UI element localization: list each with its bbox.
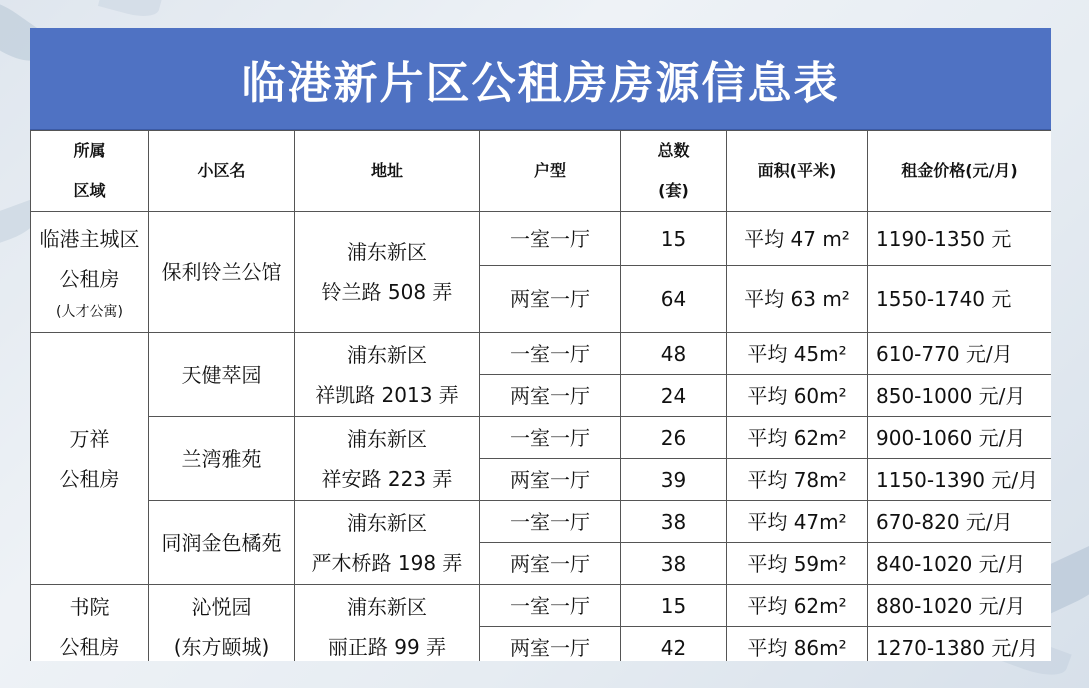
count-cell: 26: [621, 417, 727, 459]
table-row: [31, 501, 1052, 543]
rent-cell: 610-770 元/月: [868, 333, 1052, 375]
layout-cell: 两室一厅: [480, 543, 621, 585]
area-cell: 平均 60m²: [727, 375, 868, 417]
rent-cell: 900-1060 元/月: [868, 417, 1052, 459]
address-cell: [295, 501, 480, 585]
cell-line: 浦东新区: [347, 594, 427, 619]
cell-line: 公租房: [59, 267, 120, 291]
header-count: 总数 (套): [621, 131, 727, 212]
area-cell: 平均 86m²: [727, 627, 868, 662]
count-cell: 39: [621, 459, 727, 501]
cell-line: 保利铃兰公馆: [161, 260, 282, 284]
decorative-leaf: [98, 0, 162, 21]
header-address: 地址: [295, 131, 480, 212]
cell-line: 丽正路 99 弄: [327, 634, 447, 659]
community-cell: [149, 501, 295, 585]
cell-line: 书院: [69, 594, 110, 619]
cell-line: 祥安路 223 弄: [321, 466, 453, 491]
cell-line: 浦东新区: [347, 342, 427, 367]
cell-line: 公租房: [59, 634, 120, 659]
community-cell: [149, 212, 295, 333]
community-cell: [149, 417, 295, 501]
header-region: 所属 区域: [31, 131, 149, 212]
cell-line: 严木桥路 198 弄: [311, 550, 463, 575]
cell-line: 临港主城区: [39, 227, 140, 251]
housing-table: [30, 130, 1051, 661]
address-cell: [295, 417, 480, 501]
cell-line: 万祥: [69, 426, 110, 451]
header-area: 面积(平米): [727, 131, 868, 212]
area-cell: 平均 47m²: [727, 501, 868, 543]
area-cell: 平均 63 m²: [727, 266, 868, 333]
table-row: [31, 212, 1052, 266]
layout-cell: 一室一厅: [480, 501, 621, 543]
cell-line: (东方颐城): [173, 634, 270, 659]
area-cell: 平均 47 m²: [727, 212, 868, 266]
area-cell: 平均 62m²: [727, 417, 868, 459]
count-cell: 38: [621, 501, 727, 543]
cell-line: 浦东新区: [347, 426, 427, 451]
table-header-row: [31, 131, 1052, 212]
area-cell: 平均 45m²: [727, 333, 868, 375]
rent-cell: 670-820 元/月: [868, 501, 1052, 543]
cell-line: (人才公寓): [56, 304, 123, 320]
count-cell: 48: [621, 333, 727, 375]
region-cell: [31, 585, 149, 662]
address-cell: [295, 585, 480, 662]
area-cell: 平均 59m²: [727, 543, 868, 585]
layout-cell: 两室一厅: [480, 459, 621, 501]
table-row: [31, 333, 1052, 375]
cell-line: 天健萃园: [181, 362, 262, 387]
rent-cell: 1270-1380 元/月: [868, 627, 1052, 662]
cell-line: 铃兰路 508 弄: [321, 280, 453, 304]
count-cell: 24: [621, 375, 727, 417]
layout-cell: 一室一厅: [480, 333, 621, 375]
cell-line: 沁悦园: [191, 594, 252, 619]
page-title: 临港新片区公租房房源信息表: [30, 28, 1051, 130]
cell-line: 兰湾雅苑: [181, 446, 262, 471]
housing-info-card: [30, 28, 1051, 661]
region-cell: [31, 212, 149, 333]
count-cell: 42: [621, 627, 727, 662]
cell-line: 浦东新区: [347, 510, 427, 535]
layout-cell: 一室一厅: [480, 417, 621, 459]
area-cell: 平均 62m²: [727, 585, 868, 627]
header-community: 小区名: [149, 131, 295, 212]
layout-cell: 两室一厅: [480, 375, 621, 417]
region-cell: [31, 333, 149, 585]
layout-cell: 两室一厅: [480, 627, 621, 662]
count-cell: 15: [621, 212, 727, 266]
community-cell: [149, 585, 295, 662]
rent-cell: 880-1020 元/月: [868, 585, 1052, 627]
rent-cell: 840-1020 元/月: [868, 543, 1052, 585]
community-cell: [149, 333, 295, 417]
table-row: [31, 585, 1052, 627]
layout-cell: 一室一厅: [480, 212, 621, 266]
area-cell: 平均 78m²: [727, 459, 868, 501]
cell-line: 公租房: [59, 466, 120, 491]
rent-cell: 1190-1350 元: [868, 212, 1052, 266]
count-cell: 15: [621, 585, 727, 627]
address-cell: [295, 333, 480, 417]
header-rent: 租金价格(元/月): [868, 131, 1052, 212]
layout-cell: 一室一厅: [480, 585, 621, 627]
cell-line: 同润金色橘苑: [161, 530, 282, 555]
cell-line: 祥凯路 2013 弄: [315, 382, 459, 407]
address-cell: [295, 212, 480, 333]
header-layout: 户型: [480, 131, 621, 212]
count-cell: 64: [621, 266, 727, 333]
cell-line: 浦东新区: [347, 240, 427, 264]
table-row: [31, 417, 1052, 459]
rent-cell: 1550-1740 元: [868, 266, 1052, 333]
rent-cell: 850-1000 元/月: [868, 375, 1052, 417]
count-cell: 38: [621, 543, 727, 585]
layout-cell: 两室一厅: [480, 266, 621, 333]
rent-cell: 1150-1390 元/月: [868, 459, 1052, 501]
